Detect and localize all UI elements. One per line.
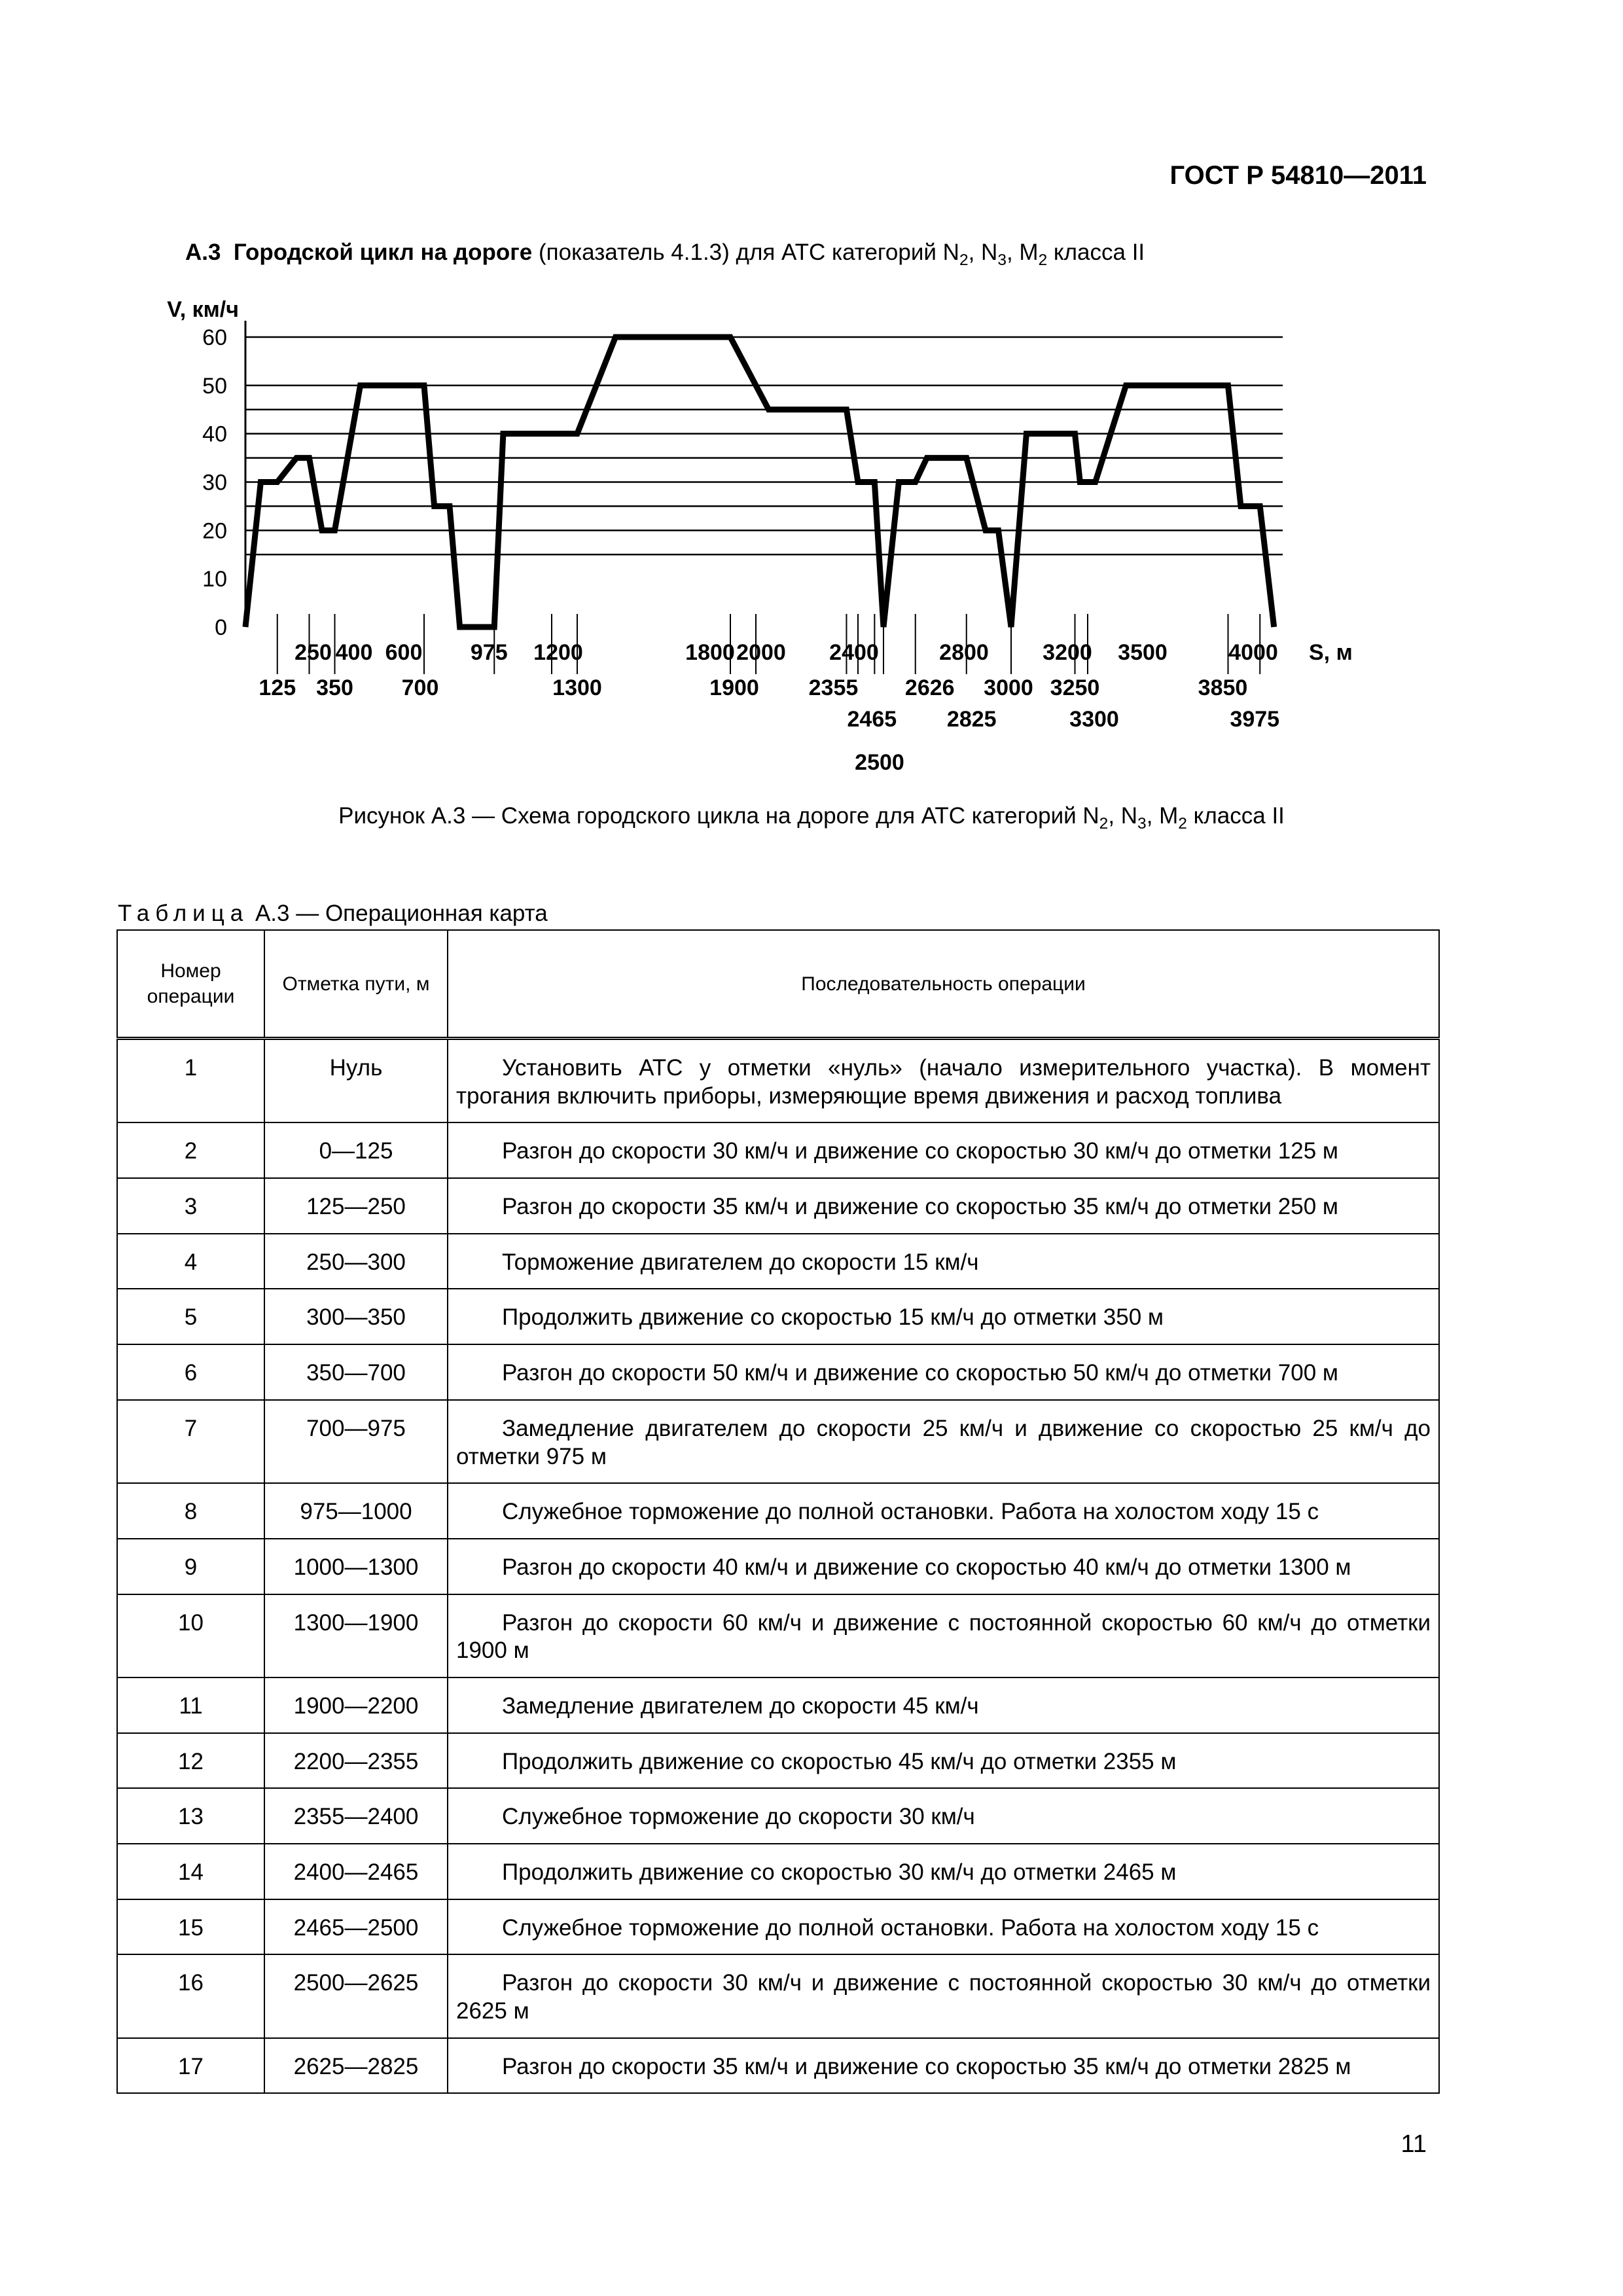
x-tick-label: 1300 — [552, 675, 602, 700]
operation-number-cell: 8 — [117, 1483, 264, 1539]
page-number: 11 — [1400, 2130, 1427, 2158]
path-mark-cell: 1300—1900 — [264, 1594, 448, 1677]
section-sub-1: 2 — [959, 251, 969, 269]
header-operation-number: Номер операции — [117, 930, 264, 1039]
x-tick-label: 3850 — [1198, 675, 1248, 700]
x-tick-label: 350 — [316, 675, 353, 700]
table-row — [117, 1289, 1439, 1344]
table-row — [117, 1039, 1439, 1123]
table-row — [117, 1594, 1439, 1677]
operation-number-cell: 1 — [117, 1039, 264, 1123]
table-caption — [118, 901, 548, 927]
operation-sequence-cell: Разгон до скорости 40 км/ч и движение со скоростью 40 км/ч до отметки 1300 м — [448, 1539, 1439, 1594]
path-mark-cell: 350—700 — [264, 1344, 448, 1400]
x-tick-label: 3975 — [1230, 707, 1280, 732]
x-tick-label: 3300 — [1069, 707, 1119, 732]
y-axis-label: V, км/ч — [167, 297, 239, 322]
path-mark-cell: 250—300 — [264, 1234, 448, 1289]
path-mark-cell: 300—350 — [264, 1289, 448, 1344]
x-tick-label: 400 — [335, 640, 373, 665]
path-mark-cell: 125—250 — [264, 1178, 448, 1234]
path-mark-cell: 2465—2500 — [264, 1899, 448, 1955]
path-mark-cell: 1900—2200 — [264, 1677, 448, 1733]
x-tick-label: 700 — [401, 675, 439, 700]
y-tick-label: 10 — [202, 567, 227, 592]
table-row — [117, 1733, 1439, 1789]
x-tick-label: 4000 — [1228, 640, 1278, 665]
operation-sequence-cell: Продолжить движение со скоростью 30 км/ч до отметки 2465 м — [448, 1844, 1439, 1899]
operation-sequence-cell: Разгон до скорости 35 км/ч и движение со скоростью 35 км/ч до отметки 250 м — [448, 1178, 1439, 1234]
operation-map-table — [116, 929, 1440, 2094]
operation-sequence-cell: Замедление двигателем до скорости 25 км/ч и движение со скоростью 25 км/ч до отметки 975 м — [448, 1400, 1439, 1483]
table-header-row — [117, 930, 1439, 1039]
figure-sep-1: , N — [1108, 803, 1138, 829]
operation-sequence-cell: Продолжить движение со скоростью 45 км/ч до отметки 2355 м — [448, 1733, 1439, 1789]
path-mark-cell: 2400—2465 — [264, 1844, 448, 1899]
section-sub-3: 2 — [1038, 251, 1048, 269]
operation-sequence-cell: Замедление двигателем до скорости 45 км/ч — [448, 1677, 1439, 1733]
x-tick-label: 600 — [385, 640, 423, 665]
x-tick-label: 2465 — [847, 707, 897, 732]
x-tick-label: 3200 — [1043, 640, 1092, 665]
x-tick-label: 975 — [470, 640, 508, 665]
figure-caption-tail: класса II — [1186, 803, 1285, 829]
section-sep-2: , M — [1006, 240, 1039, 265]
operation-sequence-cell: Разгон до скорости 35 км/ч и движение со скоростью 35 км/ч до отметки 2825 м — [448, 2038, 1439, 2094]
section-title-bold: Городской цикл на дороге — [233, 240, 533, 265]
operation-sequence-cell: Установить АТС у отметки «нуль» (начало измерительного участка). В момент трогания включить приборы, измеряющие время движения и расход топлива — [448, 1039, 1439, 1123]
operation-number-cell: 9 — [117, 1539, 264, 1594]
document-standard-number: ГОСТ Р 54810—2011 — [1169, 161, 1427, 190]
operation-number-cell: 2 — [117, 1122, 264, 1178]
operation-number-cell: 17 — [117, 2038, 264, 2094]
figure-sep-2: , M — [1146, 803, 1179, 829]
table-row — [117, 1234, 1439, 1289]
table-row — [117, 1400, 1439, 1483]
table-row — [117, 1483, 1439, 1539]
section-sep-1: , N — [968, 240, 998, 265]
operation-sequence-cell: Служебное торможение до полной остановки. Работа на холостом ходу 15 с — [448, 1899, 1439, 1955]
operation-number-cell: 15 — [117, 1899, 264, 1955]
y-tick-label: 20 — [202, 518, 227, 544]
x-tick-label: 2400 — [829, 640, 879, 665]
section-sub-2: 3 — [997, 251, 1007, 269]
figure-caption-text: Рисунок А.3 — Схема городского цикла на дороге для АТС категорий N — [338, 803, 1099, 829]
x-tick-label: 1800 — [685, 640, 735, 665]
x-axis-label: S, м — [1309, 640, 1353, 665]
table-row — [117, 1954, 1439, 2037]
table-row — [117, 1178, 1439, 1234]
path-mark-cell: Нуль — [264, 1039, 448, 1123]
urban-cycle-chart — [0, 0, 1623, 785]
table-row — [117, 1122, 1439, 1178]
x-tick-label: 2825 — [946, 707, 997, 732]
section-title-tail: класса II — [1047, 240, 1145, 265]
x-tick-label: 2355 — [808, 675, 859, 700]
table-row — [117, 1539, 1439, 1594]
table-row — [117, 1788, 1439, 1844]
figure-sub-2: 3 — [1137, 815, 1147, 833]
operation-number-cell: 14 — [117, 1844, 264, 1899]
operation-number-cell: 12 — [117, 1733, 264, 1789]
y-tick-label: 40 — [202, 422, 227, 447]
operation-sequence-cell: Служебное торможение до полной остановки. Работа на холостом ходу 15 с — [448, 1483, 1439, 1539]
operation-sequence-cell: Разгон до скорости 60 км/ч и движение с постоянной скоростью 60 км/ч до отметки 1900 м — [448, 1594, 1439, 1677]
table-row — [117, 1899, 1439, 1955]
header-operation-sequence: Последовательность операции — [448, 930, 1439, 1039]
table-row — [117, 1677, 1439, 1733]
x-tick-label: 3000 — [984, 675, 1033, 700]
x-tick-label: 2626 — [904, 675, 955, 700]
operation-number-cell: 4 — [117, 1234, 264, 1289]
header-path-mark: Отметка пути, м — [264, 930, 448, 1039]
x-tick-label: 1900 — [709, 675, 759, 700]
path-mark-cell: 2355—2400 — [264, 1788, 448, 1844]
figure-sub-1: 2 — [1099, 815, 1109, 833]
table-caption-word: Таблица — [118, 901, 249, 926]
table-row — [117, 1844, 1439, 1899]
y-tick-label: 0 — [215, 615, 227, 640]
operation-number-cell: 7 — [117, 1400, 264, 1483]
section-title-text: (показатель 4.1.3) для АТС категорий N — [539, 240, 959, 265]
y-tick-label: 50 — [202, 373, 227, 399]
table-row — [117, 2038, 1439, 2094]
table-body — [117, 1039, 1439, 2094]
path-mark-cell: 975—1000 — [264, 1483, 448, 1539]
section-number: А.3 — [185, 240, 221, 265]
x-tick-label: 2500 — [855, 750, 904, 775]
operation-number-cell: 6 — [117, 1344, 264, 1400]
operation-number-cell: 10 — [117, 1594, 264, 1677]
operation-number-cell: 13 — [117, 1788, 264, 1844]
operation-number-cell: 11 — [117, 1677, 264, 1733]
operation-number-cell: 16 — [117, 1954, 264, 2037]
path-mark-cell: 2200—2355 — [264, 1733, 448, 1789]
table-row — [117, 1344, 1439, 1400]
x-tick-label: 2800 — [939, 640, 989, 665]
x-tick-label: 125 — [259, 675, 296, 700]
operation-sequence-cell: Разгон до скорости 30 км/ч и движение с постоянной скоростью 30 км/ч до отметки 2625 м — [448, 1954, 1439, 2037]
y-tick-label: 30 — [202, 470, 227, 495]
table-caption-text: А.3 — Операционная карта — [249, 901, 548, 926]
x-tick-label: 1200 — [533, 640, 583, 665]
operation-sequence-cell: Служебное торможение до скорости 30 км/ч — [448, 1788, 1439, 1844]
operation-sequence-cell: Разгон до скорости 50 км/ч и движение со скоростью 50 км/ч до отметки 700 м — [448, 1344, 1439, 1400]
operation-sequence-cell: Продолжить движение со скоростью 15 км/ч до отметки 350 м — [448, 1289, 1439, 1344]
x-tick-label: 3250 — [1050, 675, 1100, 700]
figure-caption — [0, 803, 1623, 833]
operation-number-cell: 5 — [117, 1289, 264, 1344]
figure-sub-3: 2 — [1178, 815, 1187, 833]
path-mark-cell: 0—125 — [264, 1122, 448, 1178]
operation-number-cell: 3 — [117, 1178, 264, 1234]
x-tick-label: 250 — [294, 640, 332, 665]
x-tick-label: 2000 — [736, 640, 786, 665]
y-tick-label: 60 — [202, 325, 227, 350]
path-mark-cell: 2500—2625 — [264, 1954, 448, 2037]
operation-sequence-cell: Торможение двигателем до скорости 15 км/ч — [448, 1234, 1439, 1289]
x-tick-label: 3500 — [1118, 640, 1168, 665]
path-mark-cell: 700—975 — [264, 1400, 448, 1483]
path-mark-cell: 2625—2825 — [264, 2038, 448, 2094]
path-mark-cell: 1000—1300 — [264, 1539, 448, 1594]
operation-sequence-cell: Разгон до скорости 30 км/ч и движение со скоростью 30 км/ч до отметки 125 м — [448, 1122, 1439, 1178]
